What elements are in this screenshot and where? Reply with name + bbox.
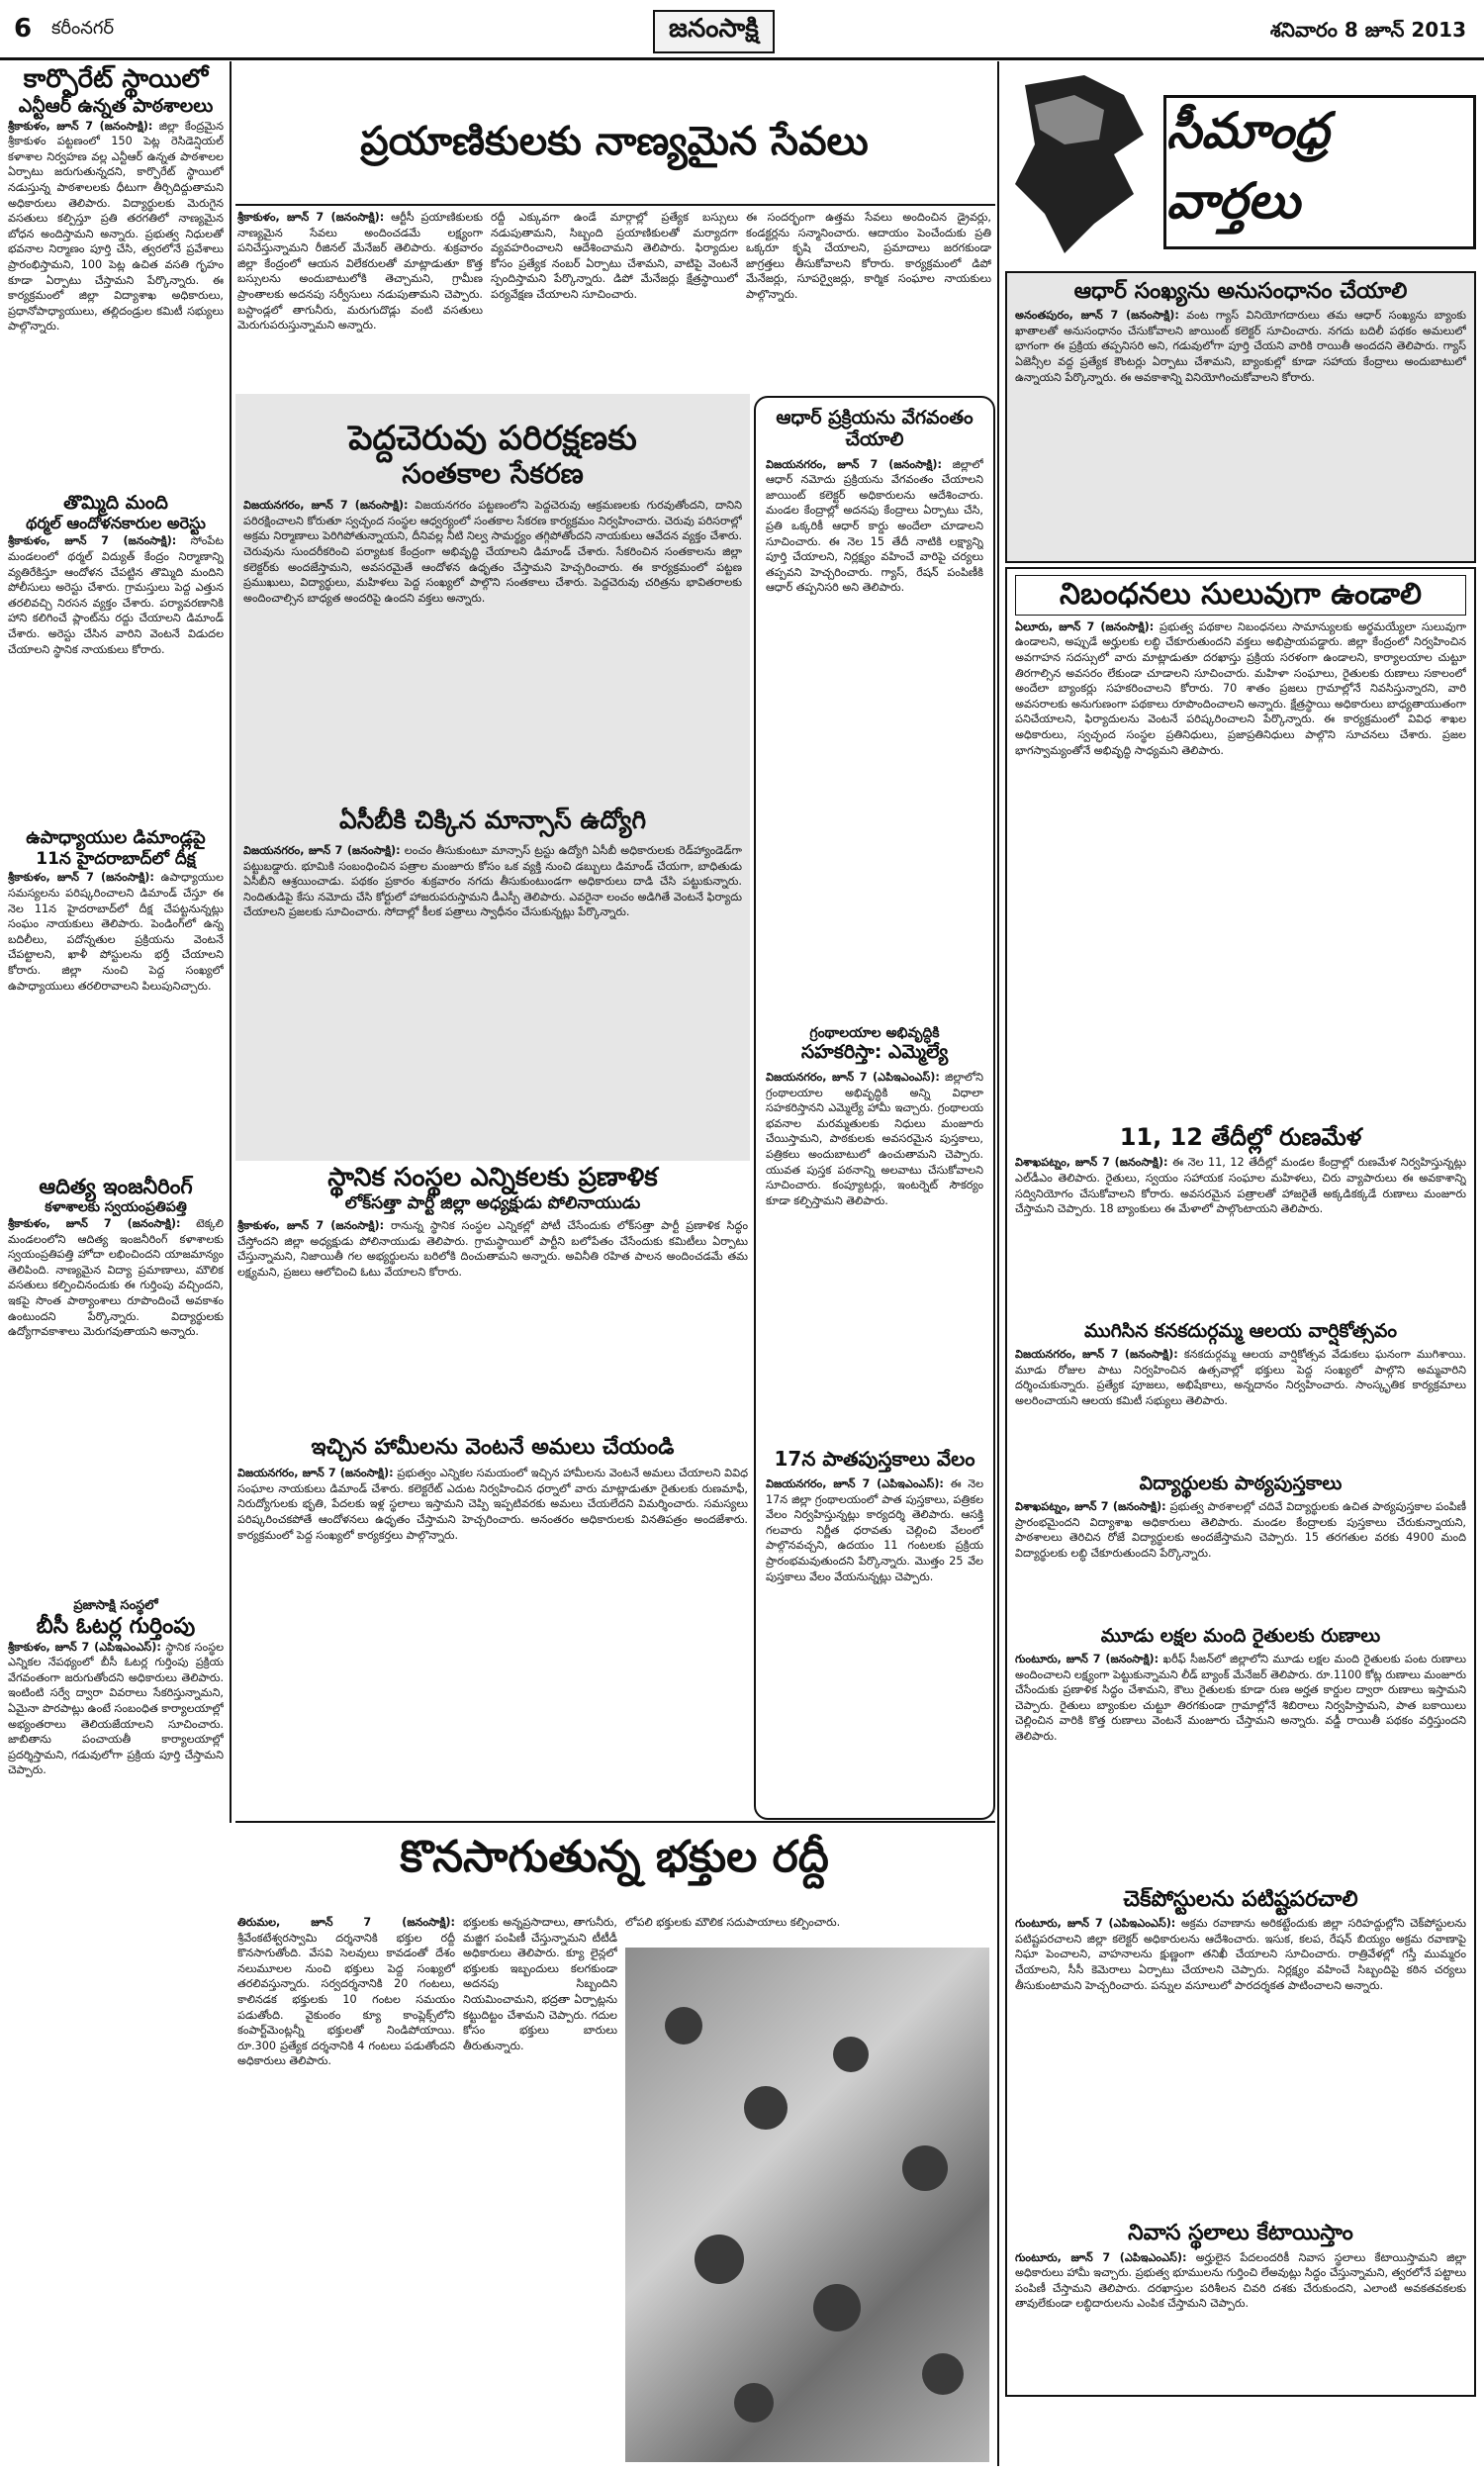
story-body: శ్రీకాకుళం, జూన్ 7 (జనంసాక్షి): రానున్న స్థానిక సంస్థల ఎన్నికల్లో పోటీ చేసేందుకు లోక్‌సత్తా పార్టీ ప్రణాళిక సిద్ధం చేస్తోందని జిల్లా అధ్యక్షుడు పోలినాయుడు తెలిపారు. గ్రామస్థాయిలో పార్టీని బలోపేతం చేసేందుకు కమిటీలు ఏర్పాటు చేస్తున్నామని, నిజాయితీ గల అభ్యర్థులను బరిలోకి దించుతామని అన్నారు. అవినీతి రహిత పాలన అందించడమే తమ లక్ష్యమని, ప్రజలు ఆలోచించి ఓటు వేయాలని కోరారు.: [237, 1219, 748, 1279]
column-divider: [230, 61, 232, 1823]
story-headline: స్థానిక సంస్థల ఎన్నికలకు ప్రణాళిక: [327, 1163, 658, 1192]
story-subhead: సంతకాల సేకరణ: [402, 457, 584, 491]
story-headline: చెక్‌పోస్టులను పటిష్టపరచాలి: [1123, 1886, 1358, 1912]
issue-date: శనివారం 8 జూన్ 2013: [1269, 18, 1466, 42]
story-body: తిరుమల, జూన్ 7 (జనంసాక్షి): శ్రీవేంకటేశ్వరస్వామి దర్శనానికి భక్తుల రద్దీ కొనసాగుతోంది. వేసవి సెలవులు కావడంతో దేశం నలుమూలల నుంచి భక్తులు పెద్ద సంఖ్యలో తరలివస్తున్నారు. సర్వదర్శనానికి 20 గంటలు, కాలినడక భక్తులకు 10 గంటల సమయం పడుతోంది. వైకుంఠం క్యూ కాంప్లెక్స్‌లోని కంపార్ట్‌మెంట్లన్నీ భక్తులతో నిండిపోయాయి. రూ.300 ప్రత్యేక దర్శనానికి 4 గంటలు పడుతోందని అధికారులు తెలిపారు.: [237, 1916, 455, 2068]
left-column: [8, 65, 224, 2105]
story-headline: ఆధార్ సంఖ్యను అనుసంధానం చేయాలి: [1073, 279, 1408, 304]
story-headline: విద్యార్థులకు పాఠ్యపుస్తకాలు: [1139, 1473, 1343, 1495]
column-divider: [997, 61, 999, 2466]
story-body: శ్రీకాకుళం, జూన్ 7 (ఎపిఇఎంఎస్): స్థానిక సంస్థల ఎన్నికల నేపథ్యంలో బీసీ ఓటర్ల గుర్తింపు ప్రక్రియ వేగవంతంగా జరుగుతోందని అధికారులు తెలిపారు. ఇంటింటి సర్వే ద్వారా వివరాలు సేకరిస్తున్నామని, ఏమైనా పొరపాట్లు ఉంటే సంబంధిత కార్యాలయాల్లో అభ్యంతరాలు తెలియజేయాలని సూచించారు. జాబితాను పంచాయతీ కార్యాలయాల్లో ప్రదర్శిస్తామని, గడువులోగా ప్రక్రియ పూర్తి చేస్తామని చెప్పారు.: [8, 1640, 224, 1777]
boxed-column: [754, 396, 995, 1820]
bottom-headline: కొనసాగుతున్న భక్తుల రద్దీ: [400, 1832, 829, 1882]
story-panel: [235, 394, 750, 1161]
story-body: భక్తులకు అన్నప్రసాదాలు, తాగునీరు, మజ్జిగ పంపిణీ చేస్తున్నామని టీటీడీ అధికారులు తెలిపారు. క్యూ లైన్లలో భక్తులకు ఇబ్బందులు కలగకుండా అదనపు సిబ్బందిని నియమించామని, భద్రతా ఏర్పాట్లను కట్టుదిట్టం చేశామని చెప్పారు. గదుల కోసం భక్తులు బారులు తీరుతున్నారు.: [463, 1916, 617, 2052]
story-body: శ్రీకాకుళం, జూన్ 7 (జనంసాక్షి): ఉపాధ్యాయుల సమస్యలను పరిష్కరించాలని డిమాండ్ చేస్తూ ఈ నెల 11న హైదరాబాద్‌లో దీక్ష చేపట్టనున్నట్లు సంఘం నాయకులు తెలిపారు. పెండింగ్‌లో ఉన్న బదిలీలు, పదోన్నతుల ప్రక్రియను వెంటనే చేపట్టాలని, ఖాళీ పోస్టులను భర్తీ చేయాలని కోరారు. జిల్లా నుంచి పెద్ద సంఖ్యలో ఉపాధ్యాయులు తరలిరావాలని పిలుపునిచ్చారు.: [8, 871, 224, 993]
section-name: కరీంనగర్: [51, 18, 114, 39]
story-body: విజయనగరం, జూన్ 7 (జనంసాక్షి): విజయనగరం పట్టణంలోని పెద్దచెరువు ఆక్రమణలకు గురవుతోందని, దానిని పరిరక్షించాలని కోరుతూ స్వచ్ఛంద సంస్థల ఆధ్వర్యంలో సంతకాల సేకరణ కార్యక్రమం నిర్వహించారు. చెరువు పరిసరాల్లో అక్రమ నిర్మాణాలు పెరిగిపోతున్నాయని, దీనివల్ల నీటి నిల్వ సామర్థ్యం తగ్గిపోతోందని నాయకులు ఆవేదన వ్యక్తం చేశారు. చెరువును సుందరీకరించి పర్యాటక కేంద్రంగా అభివృద్ధి చేయాలని డిమాండ్ చేశారు. సేకరించిన సంతకాలను జిల్లా కలెక్టర్‌కు అందజేస్తామని, అవసరమైతే ఆందోళన ఉధృతం చేస్తామని హెచ్చరించారు. ఈ కార్యక్రమంలో పట్టణ ప్రముఖులు, విద్యార్థులు, మహిళలు పెద్ద సంఖ్యలో పాల్గొని సంతకాలు చేశారు. పెద్దచెరువు చరిత్రను భావితరాలకు అందించాల్సిన బాధ్యత అందరిపై ఉందని వక్తలు అన్నారు.: [243, 499, 742, 605]
story-box: [1005, 567, 1476, 2396]
story-subhead: ఎన్టీఆర్ ఉన్నత పాఠశాలలు: [18, 94, 214, 117]
story-body: విజయనగరం, జూన్ 7 (ఎపిఇఎంఎస్): ఈ నెల 17న జిల్లా గ్రంథాలయంలో పాత పుస్తకాలు, పత్రికల వేలం నిర్వహిస్తున్నట్లు కార్యదర్శి తెలిపారు. ఆసక్తి గలవారు నిర్ణీత ధరావతు చెల్లించి వేలంలో పాల్గొనవచ్చని, ఉదయం 11 గంటలకు ప్రక్రియ ప్రారంభమవుతుందని పేర్కొన్నారు. మొత్తం 25 వేల పుస్తకాలు వేలం వేయనున్నట్లు చెప్పారు.: [766, 1477, 983, 1583]
photo-caption: లోపలి భక్తులకు మౌలిక సదుపాయాలు కల్పించారు.: [625, 1916, 841, 1929]
pilgrims-photo: [625, 1948, 989, 2462]
story-body: శ్రీకాకుళం, జూన్ 7 (జనంసాక్షి): జిల్లా కేంద్రమైన శ్రీకాకుళం పట్టణంలో 150 పెట్ల రెసిడెన్షియల్ కళాశాల నిర్వహణ వల్ల ఎన్టీఆర్ ఉన్నత పాఠశాలల ఏర్పాటు జరుగుతున్నదని, కార్పొరేట్ స్థాయిలో నడుస్తున్న పాఠశాలలకు ధీటుగా తీర్చిదిద్దుతామని అధికారులు తెలిపారు. విద్యార్థులకు మెరుగైన వసతులు కల్పిస్తూ ప్రతి తరగతిలో నాణ్యమైన బోధన అందిస్తామని అన్నారు. ప్రభుత్వ నిధులతో భవనాల నిర్మాణం పూర్తి చేసి, త్వరలోనే ప్రవేశాలు ప్రారంభిస్తామని, 100 పెట్ల ఉచిత వసతి గృహం కూడా ఏర్పాటు చేస్తామని పేర్కొన్నారు. ఈ కార్యక్రమంలో జిల్లా విద్యాశాఖ అధికారులు, ప్రధానోపాధ్యాయులు, తల్లిదండ్రుల కమిటీ సభ్యులు పాల్గొన్నారు.: [8, 119, 224, 333]
story-subhead: థర్మల్ ఆందోళనకారుల అరెస్టు: [26, 514, 206, 533]
story-headline: పెద్దచెరువు పరిరక్షణకు: [348, 419, 637, 458]
story-headline: మూడు లక్షల మంది రైతులకు రుణాలు: [1100, 1625, 1381, 1648]
state-map-icon: [1005, 65, 1154, 263]
photo-figure: [695, 2235, 744, 2284]
story-headline: 11, 12 తేదీల్లో రుణమేళ: [1119, 1122, 1362, 1151]
story-body: అనంతపురం, జూన్ 7 (జనంసాక్షి): వంట గ్యాస్ వినియోగదారులు తమ ఆధార్ సంఖ్యను బ్యాంకు ఖాతాలతో అనుసంధానం చేసుకోవాలని జాయింట్ కలెక్టర్ సూచించారు. నగదు బదిలీ పథకం అమలులో భాగంగా ఈ ప్రక్రియ తప్పనిసరి అని, గడువులోగా పూర్తి చేయని వారికి రాయితీ అందదని తెలిపారు. గ్యాస్ ఏజెన్సీల వద్ద ప్రత్యేక కౌంటర్లు ఏర్పాటు చేశామని, బ్యాంకుల్లో కూడా సహాయ కేంద్రాలు అందుబాటులో ఉన్నాయని పేర్కొన్నారు. ఈ అవకాశాన్ని వినియోగించుకోవాలని కోరారు.: [1015, 309, 1466, 384]
section-divider: [235, 204, 995, 206]
story-body: విజయనగరం, జూన్ 7 (ఎపిఇఎంఎస్): జిల్లాలోని గ్రంథాలయాల అభివృద్ధికి అన్ని విధాలా సహకరిస్తానని ఎమ్మెల్యే హామీ ఇచ్చారు. గ్రంథాలయ భవనాల మరమ్మతులకు నిధులు మంజూరు చేయిస్తామని, పాఠకులకు అవసరమైన పుస్తకాలు, పత్రికలు అందుబాటులో ఉంచుతామని చెప్పారు. యువత పుస్తక పఠనాన్ని అలవాటు చేసుకోవాలని సూచించారు. కంప్యూటర్లు, ఇంటర్నెట్ సౌకర్యం కూడా కల్పిస్తామని తెలిపారు.: [766, 1071, 983, 1207]
story-body: గుంటూరు, జూన్ 7 (జనంసాక్షి): ఖరీఫ్ సీజన్‌లో జిల్లాలోని మూడు లక్షల మంది రైతులకు పంట రుణాలు అందించాలని లక్ష్యంగా పెట్టుకున్నామని లీడ్ బ్యాంక్ మేనేజర్ తెలిపారు. రూ.1100 కోట్ల రుణాలు మంజూరు చేసేందుకు ప్రణాళిక సిద్ధం చేశామని, కౌలు రైతులకు కూడా రుణ అర్హత కార్డుల ద్వారా రుణాలు ఇస్తామని చెప్పారు. రైతులు బ్యాంకుల చుట్టూ తిరగకుండా గ్రామాల్లోనే శిబిరాలు నిర్వహిస్తామని, పాత బకాయిలు చెల్లించిన వారికి కొత్త రుణాలు వెంటనే మంజూరు చేస్తామని అన్నారు. వడ్డీ రాయితీ పథకం వర్తిస్తుందని తెలిపారు.: [1015, 1652, 1466, 1743]
main-headline: ప్రయాణికులకు నాణ్యమైన సేవలు: [360, 119, 869, 164]
story-body: విజయనగరం, జూన్ 7 (జనంసాక్షి): కనకదుర్గమ్మ ఆలయ వార్షికోత్సవ వేడుకలు ఘనంగా ముగిశాయి. మూడు రోజుల పాటు నిర్వహించిన ఉత్సవాల్లో భక్తులు పెద్ద సంఖ్యలో పాల్గొని అమ్మవారిని దర్శించుకున్నారు. ప్రత్యేక పూజలు, అభిషేకాలు, అన్నదానం నిర్వహించారు. సాంస్కృతిక కార్యక్రమాలు అలరించాయని ఆలయ కమిటీ సభ్యులు తెలిపారు.: [1015, 1348, 1466, 1408]
right-column: [1005, 271, 1476, 2397]
banner-title: సీమాంధ్ర వార్తలు: [1163, 95, 1476, 249]
story-headline: ఆదిత్య ఇంజనీరింగ్: [39, 1175, 193, 1199]
page-header: [0, 0, 1484, 60]
story-headline: ఇచ్చిన హామీలను వెంటనే అమలు చేయండి: [311, 1435, 675, 1460]
story-headline: తొమ్మిది మంది: [63, 491, 168, 514]
story-body: శ్రీకాకుళం, జూన్ 7 (జనంసాక్షి): సోంపేట మండలంలో థర్మల్ విద్యుత్ కేంద్రం నిర్మాణాన్ని వ్యతిరేకిస్తూ ఆందోళన చేపట్టిన తొమ్మిది మందిని పోలీసులు అరెస్టు చేశారు. గ్రామస్తులు పెద్ద ఎత్తున తరలివచ్చి నిరసన వ్యక్తం చేశారు. పర్యావరణానికి హాని కలిగించే ప్లాంట్‌ను రద్దు చేయాలని డిమాండ్ చేశారు. అరెస్టు చేసిన వారిని వెంటనే విడుదల చేయాలని స్థానిక నాయకులు కోరారు.: [8, 534, 224, 656]
story-headline: 17న పాతపుస్తకాలు వేలం: [774, 1447, 975, 1472]
story-body: విజయనగరం, జూన్ 7 (జనంసాక్షి): ప్రభుత్వం ఎన్నికల సమయంలో ఇచ్చిన హామీలను వెంటనే అమలు చేయాలని వివిధ సంఘాల నాయకులు డిమాండ్ చేశారు. కలెక్టరేట్ ఎదుట నిర్వహించిన ధర్నాలో వారు మాట్లాడుతూ రైతులకు రుణమాఫీ, నిరుద్యోగులకు భృతి, పేదలకు ఇళ్ల స్థలాలు ఇస్తామని చెప్పి ఇప్పటివరకు అమలు చేయలేదని విమర్శించారు. సమస్యలు పరిష్కరించకపోతే ఆందోళనలు ఉధృతం చేస్తామని హెచ్చరించారు. అనంతరం అధికారులకు వినతిపత్రం అందజేశారు. కార్యక్రమంలో పెద్ద సంఖ్యలో కార్యకర్తలు పాల్గొన్నారు.: [237, 1467, 748, 1542]
story-body: విజయనగరం, జూన్ 7 (జనంసాక్షి): జిల్లాలో ఆధార్ నమోదు ప్రక్రియను వేగవంతం చేయాలని జాయింట్ కలెక్టర్ అధికారులను ఆదేశించారు. మండల కేంద్రాల్లో అదనపు కేంద్రాలు ఏర్పాటు చేసి, ప్రతి ఒక్కరికీ ఆధార్ కార్డు అందేలా చూడాలని సూచించారు. ఈ నెల 15 తేదీ నాటికి లక్ష్యాన్ని పూర్తి చేయాలని, నిర్లక్ష్యం వహించే వారిపై చర్యలు తప్పవని హెచ్చరించారు. గ్యాస్, రేషన్ పంపిణీకి ఆధార్ తప్పనిసరి అని తెలిపారు.: [766, 457, 983, 595]
story-body: విశాఖపట్నం, జూన్ 7 (జనంసాక్షి): ఈ నెల 11, 12 తేదీల్లో మండల కేంద్రాల్లో రుణమేళ నిర్వహిస్తున్నట్లు ఎల్‌డీఎం తెలిపారు. రైతులు, స్వయం సహాయక సంఘాల మహిళలు, చిరు వ్యాపారులు ఈ అవకాశాన్ని సద్వినియోగం చేసుకోవాలని కోరారు. అవసరమైన పత్రాలతో హాజరైతే అక్కడికక్కడే రుణాలు మంజూరు చేస్తామని చెప్పారు. 18 బ్యాంకులు ఈ మేళాలో పాల్గొంటాయని తెలిపారు.: [1015, 1156, 1466, 1216]
story-body: రద్దీ ఎక్కువగా ఉండే మార్గాల్లో ప్రత్యేక బస్సులు నడుపుతామని, సిబ్బంది ప్రయాణికులతో మర్యాదగా వ్యవహరించాలని ఆదేశించామని తెలిపారు. ఫిర్యాదుల కోసం ప్రత్యేక నంబర్ ఏర్పాటు చేశామని, వాటిపై వెంటనే స్పందిస్తామని పేర్కొన్నారు. డిపో మేనేజర్లు క్షేత్రస్థాయిలో పర్యవేక్షణ చేయాలని సూచించారు.: [491, 211, 738, 301]
story-subhead: 11న హైదరాబాద్‌లో దీక్ష: [36, 849, 196, 870]
photo-figure: [665, 2007, 702, 2045]
story-headline: ఆధార్ ప్రక్రియను వేగవంతం చేయాలి: [776, 407, 974, 450]
story-body: గుంటూరు, జూన్ 7 (ఎపిఇఎంఎస్): అర్హులైన పేదలందరికీ నివాస స్థలాలు కేటాయిస్తామని జిల్లా అధికారులు హామీ ఇచ్చారు. ప్రభుత్వ భూములను గుర్తించి లేఅవుట్లు సిద్ధం చేస్తున్నామని, త్వరలోనే పట్టాలు పంపిణీ చేస్తామని తెలిపారు. దరఖాస్తుల పరిశీలన చివరి దశకు చేరుకుందని, ఎలాంటి అవకతవకలకు తావులేకుండా లబ్ధిదారులను ఎంపిక చేస్తామని చెప్పారు.: [1015, 2250, 1466, 2311]
photo-figure: [922, 2353, 964, 2395]
story-body: విజయనగరం, జూన్ 7 (జనంసాక్షి): లంచం తీసుకుంటూ మాన్సాస్ ట్రస్టు ఉద్యోగి ఏసీబీ అధికారులకు రెడ్‌హ్యాండెడ్‌గా పట్టుబడ్డారు. భూమికి సంబంధించిన పత్రాల మంజూరు కోసం ఒక వ్యక్తి నుంచి డబ్బులు డిమాండ్ చేయగా, బాధితుడు ఏసీబీని ఆశ్రయించాడు. పథకం ప్రకారం శుక్రవారం నగదు తీసుకుంటుండగా అధికారులు దాడి చేసి పట్టుకున్నారు. నిందితుడిపై కేసు నమోదు చేసి కోర్టులో హాజరుపరుస్తామని డీఎస్పీ తెలిపారు. ఎవరైనా లంచం అడిగితే వెంటనే ఫిర్యాదు చేయాలని ప్రజలకు సూచించారు. సోదాల్లో కీలక పత్రాలు స్వాధీనం చేసుకున్నట్లు పేర్కొన్నారు.: [243, 844, 742, 919]
story-body: విశాఖపట్నం, జూన్ 7 (జనంసాక్షి): ప్రభుత్వ పాఠశాలల్లో చదివే విద్యార్థులకు ఉచిత పాఠ్యపుస్తకాల పంపిణీ ప్రారంభమైందని విద్యాశాఖ అధికారులు తెలిపారు. మండల కేంద్రాలకు పుస్తకాలు చేరుకున్నాయని, పాఠశాలలు తెరిచిన రోజే విద్యార్థులకు అందజేస్తామని చెప్పారు. 15 తరగతుల వరకు 4900 మంది విద్యార్థులకు లబ్ధి చేకూరుతుందని పేర్కొన్నారు.: [1015, 1500, 1466, 1560]
story-body: శ్రీకాకుళం, జూన్ 7 (జనంసాక్షి): టెక్కలి మండలంలోని ఆదిత్య ఇంజనీరింగ్ కళాశాలకు స్వయంప్రతిపత్తి హోదా లభించిందని యాజమాన్యం తెలిపింది. నాణ్యమైన విద్యా ప్రమాణాలు, మౌలిక వసతులు కల్పించినందుకు ఈ గుర్తింపు వచ్చిందని, ఇకపై సొంత పాఠ్యాంశాలు రూపొందించే అవకాశం ఉంటుందని పేర్కొన్నారు. విద్యార్థులకు ఉద్యోగావకాశాలు మెరుగవుతాయని అన్నారు.: [8, 1217, 224, 1339]
photo-figure: [902, 2145, 948, 2191]
story-headline: సహకరిస్తా: ఎమ్మెల్యే: [800, 1041, 949, 1064]
newspaper-logo: జనంసాక్షి: [653, 10, 775, 53]
photo-figure: [734, 2383, 774, 2423]
story-kicker: గ్రంథాలయాల అభివృద్ధికి: [809, 1024, 940, 1041]
story-box: [1005, 271, 1476, 563]
photo-figure: [744, 2086, 788, 2130]
story-subhead: కళాశాలకు స్వయంప్రతిపత్తి: [45, 1198, 187, 1215]
story-headline: నివాస స్థలాలు కేటాయిస్తాం: [1128, 2221, 1353, 2246]
story-headline: ఏసీబీకి చిక్కిన మాన్సాస్ ఉద్యోగి: [338, 806, 647, 835]
section-divider: [235, 1821, 995, 1823]
story-body: ఏలూరు, జూన్ 7 (జనంసాక్షి): ప్రభుత్వ పథకాల నిబంధనలు సామాన్యులకు అర్థమయ్యేలా సులువుగా ఉండాలని, అప్పుడే అర్హులకు లబ్ధి చేకూరుతుందని వక్తలు అభిప్రాయపడ్డారు. జిల్లా కేంద్రంలో నిర్వహించిన అవగాహన సదస్సులో వారు మాట్లాడుతూ దరఖాస్తు ప్రక్రియ సరళంగా ఉండాలని, కార్యాలయాల చుట్టూ తిరగాల్సిన అవసరం లేకుండా చూడాలని సూచించారు. మహిళా సంఘాలు, రైతులకు రుణాలు సకాలంలో అందేలా బ్యాంకర్లు సహకరించాలని కోరారు. 70 శాతం ప్రజలు గ్రామాల్లోనే నివసిస్తున్నారని, వారి అవసరాలకు అనుగుణంగా పథకాలు రూపొందించాలని అన్నారు. క్షేత్రస్థాయి అధికారులు బాధ్యతాయుతంగా పనిచేయాలని, ఫిర్యాదులను వెంటనే పరిష్కరించాలని పేర్కొన్నారు. ఈ కార్యక్రమంలో వివిధ శాఖల అధికారులు, స్వచ్ఛంద సంస్థల ప్రతినిధులు, ప్రజాప్రతినిధులు పాల్గొని సూచనలు చేశారు. ప్రజల భాగస్వామ్యంతోనే అభివృద్ధి సాధ్యమని తెలిపారు.: [1015, 619, 1466, 757]
photo-figure: [833, 2037, 869, 2072]
story-headline: బీసీ ఓటర్ల గుర్తింపు: [36, 1614, 196, 1640]
story-headline: ఉపాధ్యాయుల డిమాండ్లపై: [26, 827, 206, 849]
story-subhead: లోక్‌సత్తా పార్టీ జిల్లా అధ్యక్షుడు పోలినాయుడు: [344, 1192, 641, 1213]
story-headline: నిబంధనలు సులువుగా ఉండాలి: [1015, 575, 1466, 616]
photo-figure: [813, 2284, 861, 2331]
story-body: ఈ సందర్భంగా ఉత్తమ సేవలు అందించిన డ్రైవర్లు, కండక్టర్లను సన్మానించారు. ఆదాయం పెంచేందుకు ప్రతి ఒక్కరూ కృషి చేయాలని, ప్రమాదాలు జరగకుండా జాగ్రత్తలు తీసుకోవాలని కోరారు. కార్యక్రమంలో డిపో మేనేజర్లు, సూపర్వైజర్లు, కార్మిక సంఘాల నాయకులు పాల్గొన్నారు.: [746, 211, 991, 301]
story-headline: కార్పొరేట్ స్థాయిలో: [23, 64, 209, 94]
story-body: శ్రీకాకుళం, జూన్ 7 (జనంసాక్షి): ఆర్టీసీ ప్రయాణికులకు నాణ్యమైన సేవలు అందించడమే లక్ష్యంగా పనిచేస్తున్నామని రీజినల్ మేనేజర్ తెలిపారు. శుక్రవారం జిల్లా కేంద్రంలో ఆయన విలేకరులతో మాట్లాడుతూ కొత్త బస్సులను అందుబాటులోకి తెచ్చామని, గ్రామీణ ప్రాంతాలకు అదనపు సర్వీసులు నడుపుతామని చెప్పారు. బస్టాండ్లలో తాగునీరు, మరుగుదొడ్లు వంటి వసతులు మెరుగుపరుస్తున్నామని అన్నారు.: [237, 211, 483, 333]
story-headline: ముగిసిన కనకదుర్గమ్మ ఆలయ వార్షికోత్సవం: [1084, 1320, 1397, 1343]
story-kicker: ప్రజాసాక్షి సంస్థలో: [73, 1598, 158, 1614]
page-number: 6: [14, 14, 33, 44]
story-block: [237, 1435, 748, 1812]
story-body: గుంటూరు, జూన్ 7 (ఎపిఇఎంఎస్): అక్రమ రవాణాను అరికట్టేందుకు జిల్లా సరిహద్దుల్లోని చెక్‌పోస్టులను పటిష్టపరచాలని జిల్లా కలెక్టర్ అధికారులను ఆదేశించారు. ఇసుక, కలప, రేషన్ బియ్యం అక్రమ రవాణాపై నిఘా పెంచాలని, వాహనాలను క్షుణ్ణంగా తనిఖీ చేయాలని సూచించారు. రాత్రివేళల్లో గస్తీ ముమ్మరం చేయాలని, సీసీ కెమెరాలు ఏర్పాటు చేయాలని చెప్పారు. నిర్లక్ష్యం వహించే సిబ్బందిపై కఠిన చర్యలు తీసుకుంటామని హెచ్చరించారు. పన్నుల వసూలులో పారదర్శకత పాటించాలని అన్నారు.: [1015, 1917, 1466, 1992]
story-block: [237, 1164, 748, 1426]
region-banner: [1005, 65, 1476, 263]
